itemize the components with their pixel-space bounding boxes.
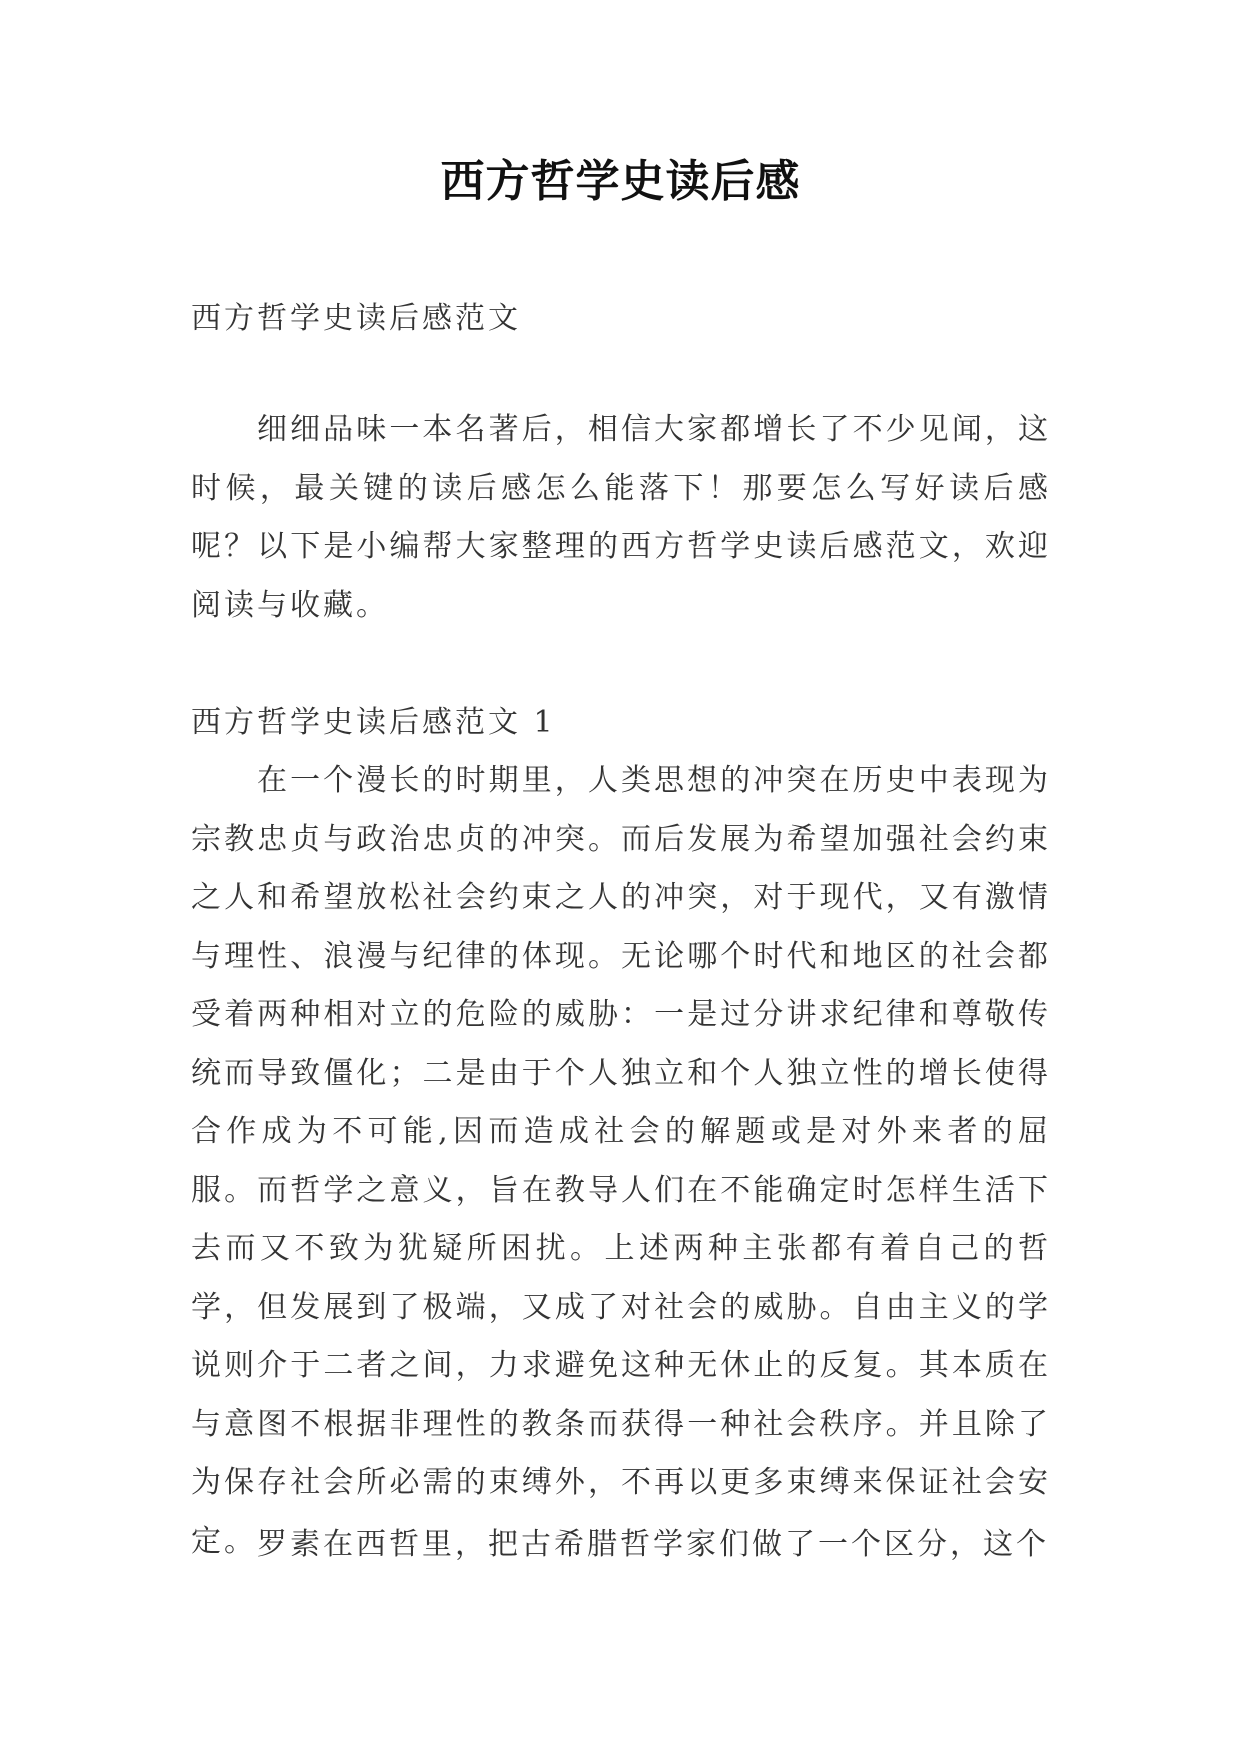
intro-paragraph: 细细品味一本名著后，相信大家都增长了不少见闻，这时候，最关键的读后感怎么能落下！那要怎么写好读后感呢？以下是小编帮大家整理的西方哲学史读后感范文，欢迎阅读与收藏。: [191, 412, 1051, 623]
document-subtitle: 西方哲学史读后感范文: [191, 301, 521, 336]
body-paragraph-2: 罗素在西哲里，把古希腊哲学家们做了一个区分，这个: [257, 1527, 1049, 1562]
body-paragraph-1: 在一个漫长的时期里，人类思想的冲突在历史中表现为宗教忠贞与政治忠贞的冲突。而后发展为希望加强社会约束之人和希望放松社会约束之人的冲突，对于现代，又有激情与理性、浪漫与纪律的体现。无论哪个时代和地区的社会都受着两种相对立的危险的威胁：一是过分讲求纪律和尊敬传统而导致僵化；二是由于个人独立和个人独立性的增长使得合作成为不可能,因而造成社会的解题或是对外来者的屈服。而哲学之意义，旨在教导人们在不能确定时怎样生活下去而又不致为犹疑所困扰。上述两种主张都有着自己的哲学，但发展到了极端，又成了对社会的威胁。自由主义的学说则介于二者之间，力求避免这种无休止的反复。其本质在与意图不根据非理性的教条而获得一种社会秩序。并且除了为保存社会所必需的束缚外，不再以更多束缚来保证社会安定。: [191, 763, 1051, 1559]
document-title: 西方哲学史读后感: [440, 156, 801, 207]
section-heading: 西方哲学史读后感范文 1: [191, 705, 556, 740]
